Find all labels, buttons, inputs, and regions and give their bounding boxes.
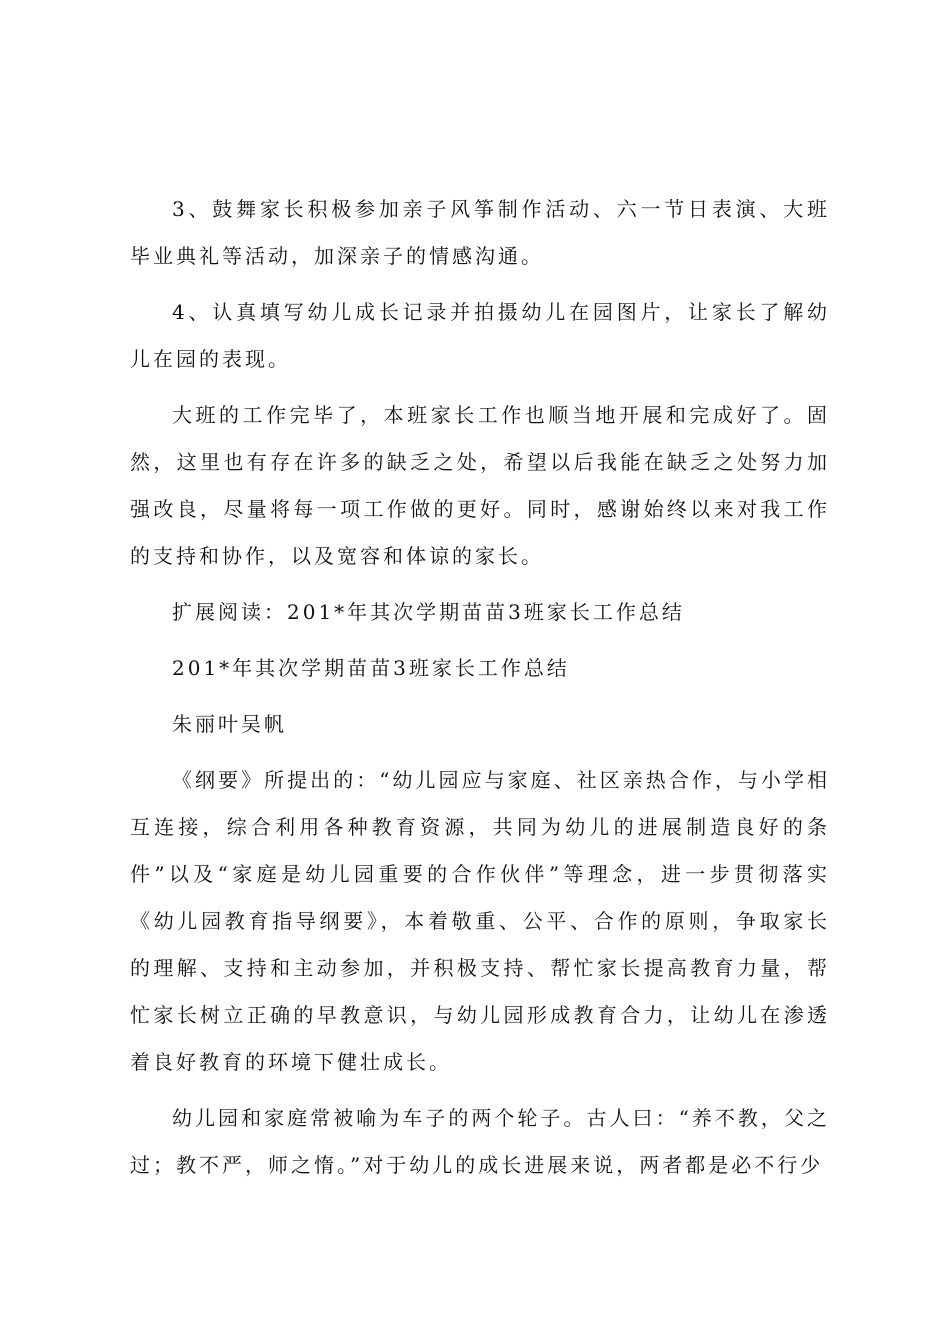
document-body: [130, 186, 830, 1189]
paragraph-outline-quote: 《纲要》所提出的：“幼儿园应与家庭、社区亲热合作，与小学相互连接，综合利用各种教育资源，共同为幼儿的进展制造良好的条件”以及“家庭是幼儿园重要的合作伙伴”等理念，进一步贯彻落实《幼儿园教育指导纲要》，本着敬重、公平、合作的原则，争取家长的理解、支持和主动参加，并积极支持、帮忙家长提高教育力量，帮忙家长树立正确的早教意识，与幼儿园形成教育合力，让幼儿在渗透着良好教育的环境下健壮成长。: [130, 768, 830, 1074]
paragraph-3: 大班的工作完毕了，本班家长工作也顺当地开展和完成好了。固然，这里也有存在许多的缺乏之处，希望以后我能在缺乏之处努力加强改良，尽量将每一项工作做的更好。同时，感谢始终以来对我工作的支持和协作，以及宽容和体谅的家长。: [130, 403, 830, 568]
paragraph-1: 3、鼓舞家长积极参加亲子风筝制作活动、六一节日表演、大班毕业典礼等活动，加深亲子的情感沟通。: [130, 197, 830, 268]
paragraph-2: 4、认真填写幼儿成长记录并拍摄幼儿在园图片，让家长了解幼儿在园的表现。: [130, 300, 830, 371]
paragraph-wheels: 幼儿园和家庭常被喻为车子的两个轮子。古人曰：“养不教，父之过；教不严，师之惰。”对于幼儿的成长进展来说，两者都是必不行少: [130, 1106, 830, 1177]
section-title: 201*年其次学期苗苗3班家长工作总结: [172, 656, 570, 680]
extended-reading-line: 扩展阅读：201*年其次学期苗苗3班家长工作总结: [172, 600, 685, 624]
author-line: 朱丽叶吴帆: [172, 712, 287, 736]
